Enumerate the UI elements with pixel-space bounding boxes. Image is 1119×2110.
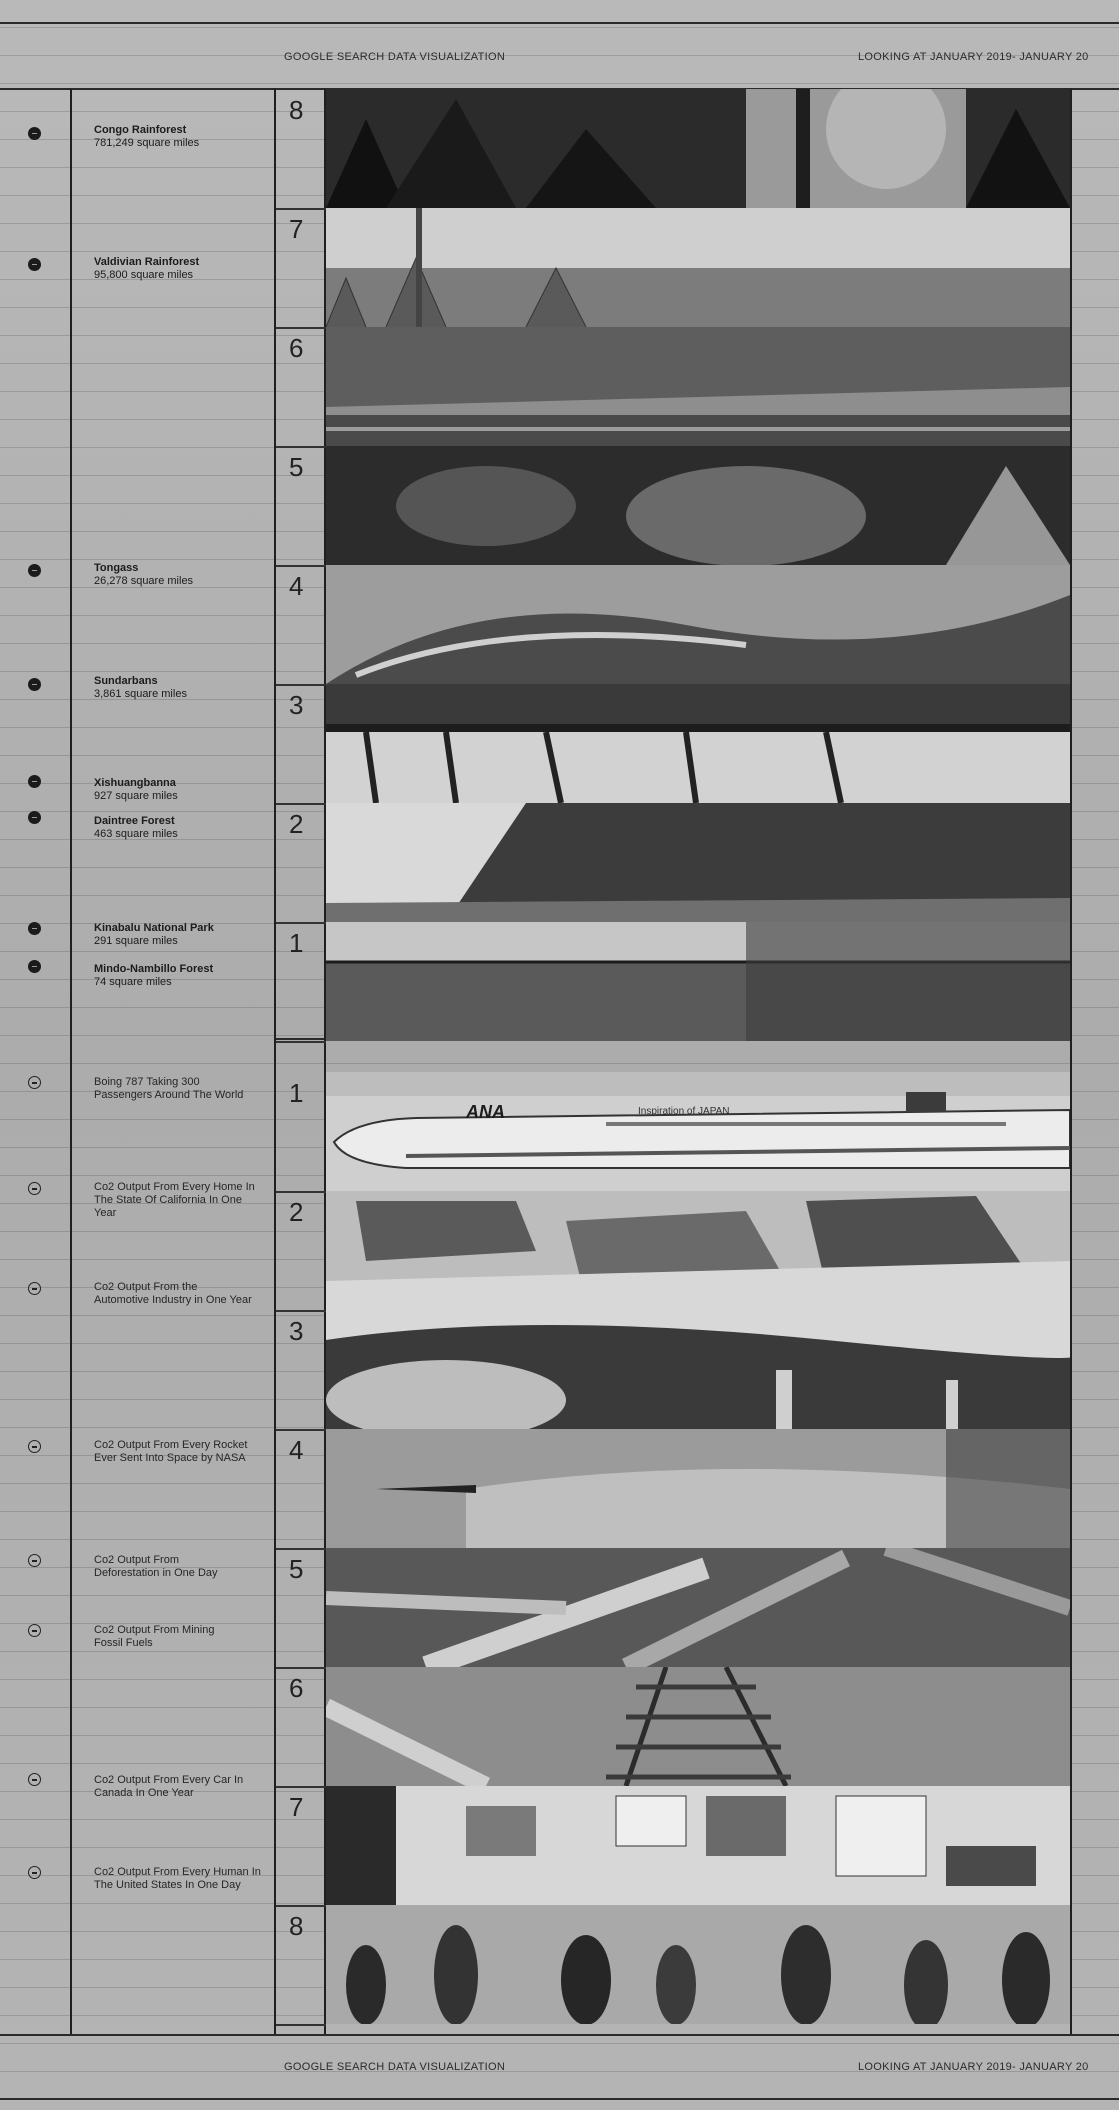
mangrove-photo xyxy=(326,684,1070,803)
forest-entry xyxy=(94,963,274,989)
rank-number: 3 xyxy=(289,690,304,720)
footer-date-range: LOOKING AT JANUARY 2019- JANUARY 20 xyxy=(858,2061,1089,2073)
rank-number: 4 xyxy=(289,1435,304,1465)
label-column-rule xyxy=(70,89,72,2034)
ring-dot-icon xyxy=(28,1440,41,1453)
rank-number: 1 xyxy=(289,1078,304,1108)
header-date-range: LOOKING AT JANUARY 2019- JANUARY 20 xyxy=(858,51,1089,63)
forest-name: Xishuangbanna xyxy=(94,777,176,789)
forest-area: 74 square miles xyxy=(94,976,172,988)
rank-number: 6 xyxy=(289,333,304,363)
forest-entry xyxy=(94,256,274,282)
header-bar xyxy=(0,40,1119,74)
forest-name: Tongass xyxy=(94,562,139,574)
forest-area: 26,278 square miles xyxy=(94,575,194,587)
emission-entry: Co2 Output From Mining Fossil Fuels xyxy=(94,1624,215,1649)
rank-number: 5 xyxy=(289,1554,304,1584)
forest-name: Valdivian Rainforest xyxy=(94,256,200,268)
header-top-rule xyxy=(0,22,1119,24)
rank-cell xyxy=(276,208,326,329)
forest-entry xyxy=(94,815,274,841)
rank-cell xyxy=(276,684,326,805)
hillside-forest-photo xyxy=(326,803,1070,922)
rank-number: 4 xyxy=(289,571,304,601)
rank-number: 2 xyxy=(289,1197,304,1227)
rank-cell xyxy=(276,89,326,210)
rank-cell xyxy=(276,446,326,567)
forest-name: Sundarbans xyxy=(94,675,158,687)
forest-area: 95,800 square miles xyxy=(94,269,194,281)
rank-cell xyxy=(276,327,326,448)
forest-area: 291 square miles xyxy=(94,935,178,947)
forest-entry xyxy=(94,922,274,948)
ring-dot-icon xyxy=(28,1554,41,1567)
footer-top-rule xyxy=(0,2034,1119,2036)
rank-number: 2 xyxy=(289,809,304,839)
rank-number: 1 xyxy=(289,928,304,958)
railway-photo xyxy=(326,1667,1070,1786)
rank-cell xyxy=(276,1786,326,1907)
forest-entry xyxy=(94,562,274,588)
rank-number: 5 xyxy=(289,452,304,482)
footer-bottom-rule xyxy=(0,2098,1119,2100)
filled-dot-icon xyxy=(28,258,41,271)
photo-right-rule xyxy=(1070,89,1072,2034)
forest-name: Congo Rainforest xyxy=(94,124,187,136)
filled-dot-icon xyxy=(28,678,41,691)
ring-dot-icon xyxy=(28,1624,41,1637)
forest-name: Mindo-Nambillo Forest xyxy=(94,963,214,975)
footer-bar xyxy=(0,2050,1119,2084)
emission-entry: Co2 Output From Every Human In The United States In One Day xyxy=(94,1866,261,1891)
emission-entry: Co2 Output From Every Home In The State Of California In One Year xyxy=(94,1181,255,1219)
rank-cell xyxy=(276,803,326,924)
filled-dot-icon xyxy=(28,564,41,577)
rank-cell xyxy=(276,1548,326,1669)
suburb-houses-photo xyxy=(326,1191,1070,1310)
header-title: GOOGLE SEARCH DATA VISUALIZATION xyxy=(284,51,506,63)
forest-entry xyxy=(94,777,274,803)
forest-entry xyxy=(94,675,274,701)
footer-title: GOOGLE SEARCH DATA VISUALIZATION xyxy=(284,2061,506,2073)
rank-cell xyxy=(276,1667,326,1788)
forest-name: Kinabalu National Park xyxy=(94,922,214,934)
ring-dot-icon xyxy=(28,1773,41,1786)
livery-text: Inspiration of JAPAN xyxy=(638,1106,730,1117)
smokestack-photo xyxy=(326,1310,1070,1429)
forest-entry xyxy=(94,124,274,150)
emission-entry: Co2 Output From Deforestation in One Day xyxy=(94,1554,218,1579)
filled-dot-icon xyxy=(28,775,41,788)
rank-cell xyxy=(276,1072,326,1193)
filled-dot-icon xyxy=(28,127,41,140)
rank-cell xyxy=(276,922,326,1043)
ring-dot-icon xyxy=(28,1076,41,1089)
fern-texture-photo xyxy=(326,565,1070,684)
rocket-launch-photo xyxy=(326,1429,1070,1548)
ring-dot-icon xyxy=(28,1866,41,1879)
emission-entry: Boing 787 Taking 300 Passengers Around The World xyxy=(94,1076,244,1101)
rank-cell xyxy=(276,1905,326,2026)
jungle-leaves-photo xyxy=(326,446,1070,565)
grassland-forest-photo xyxy=(326,922,1070,1041)
rank-cell xyxy=(276,565,326,686)
filled-dot-icon xyxy=(28,811,41,824)
forest-area: 463 square miles xyxy=(94,828,178,840)
misty-forest-photo xyxy=(326,208,1070,327)
rank-cell xyxy=(276,1191,326,1312)
crowd-photo xyxy=(326,1905,1070,2024)
forest-area: 3,861 square miles xyxy=(94,688,187,700)
emission-entry: Co2 Output From the Automotive Industry in One Year xyxy=(94,1281,252,1306)
forest-area: 927 square miles xyxy=(94,790,178,802)
river-forest-photo xyxy=(326,327,1070,446)
filled-dot-icon xyxy=(28,922,41,935)
forest-canopy-photo xyxy=(326,89,1070,208)
ring-dot-icon xyxy=(28,1282,41,1295)
forest-area: 781,249 square miles xyxy=(94,137,200,149)
rank-number: 8 xyxy=(289,95,304,125)
rank-cell xyxy=(276,1429,326,1550)
airline-logo-text: ANA xyxy=(466,1102,505,1122)
filled-dot-icon xyxy=(28,960,41,973)
airplane-photo xyxy=(326,1072,1070,1191)
emission-entry: Co2 Output From Every Rocket Ever Sent Into Space by NASA xyxy=(94,1439,248,1464)
emission-entry: Co2 Output From Every Car In Canada In One Year xyxy=(94,1774,244,1799)
logging-photo xyxy=(326,1548,1070,1667)
rank-number: 3 xyxy=(289,1316,304,1346)
ring-dot-icon xyxy=(28,1182,41,1195)
rank-cell xyxy=(276,1310,326,1431)
forest-name: Daintree Forest xyxy=(94,815,175,827)
rank-number: 7 xyxy=(289,1792,304,1822)
rank-number: 6 xyxy=(289,1673,304,1703)
rank-number: 7 xyxy=(289,214,304,244)
rank-number: 8 xyxy=(289,1911,304,1941)
traffic-photo xyxy=(326,1786,1070,1905)
